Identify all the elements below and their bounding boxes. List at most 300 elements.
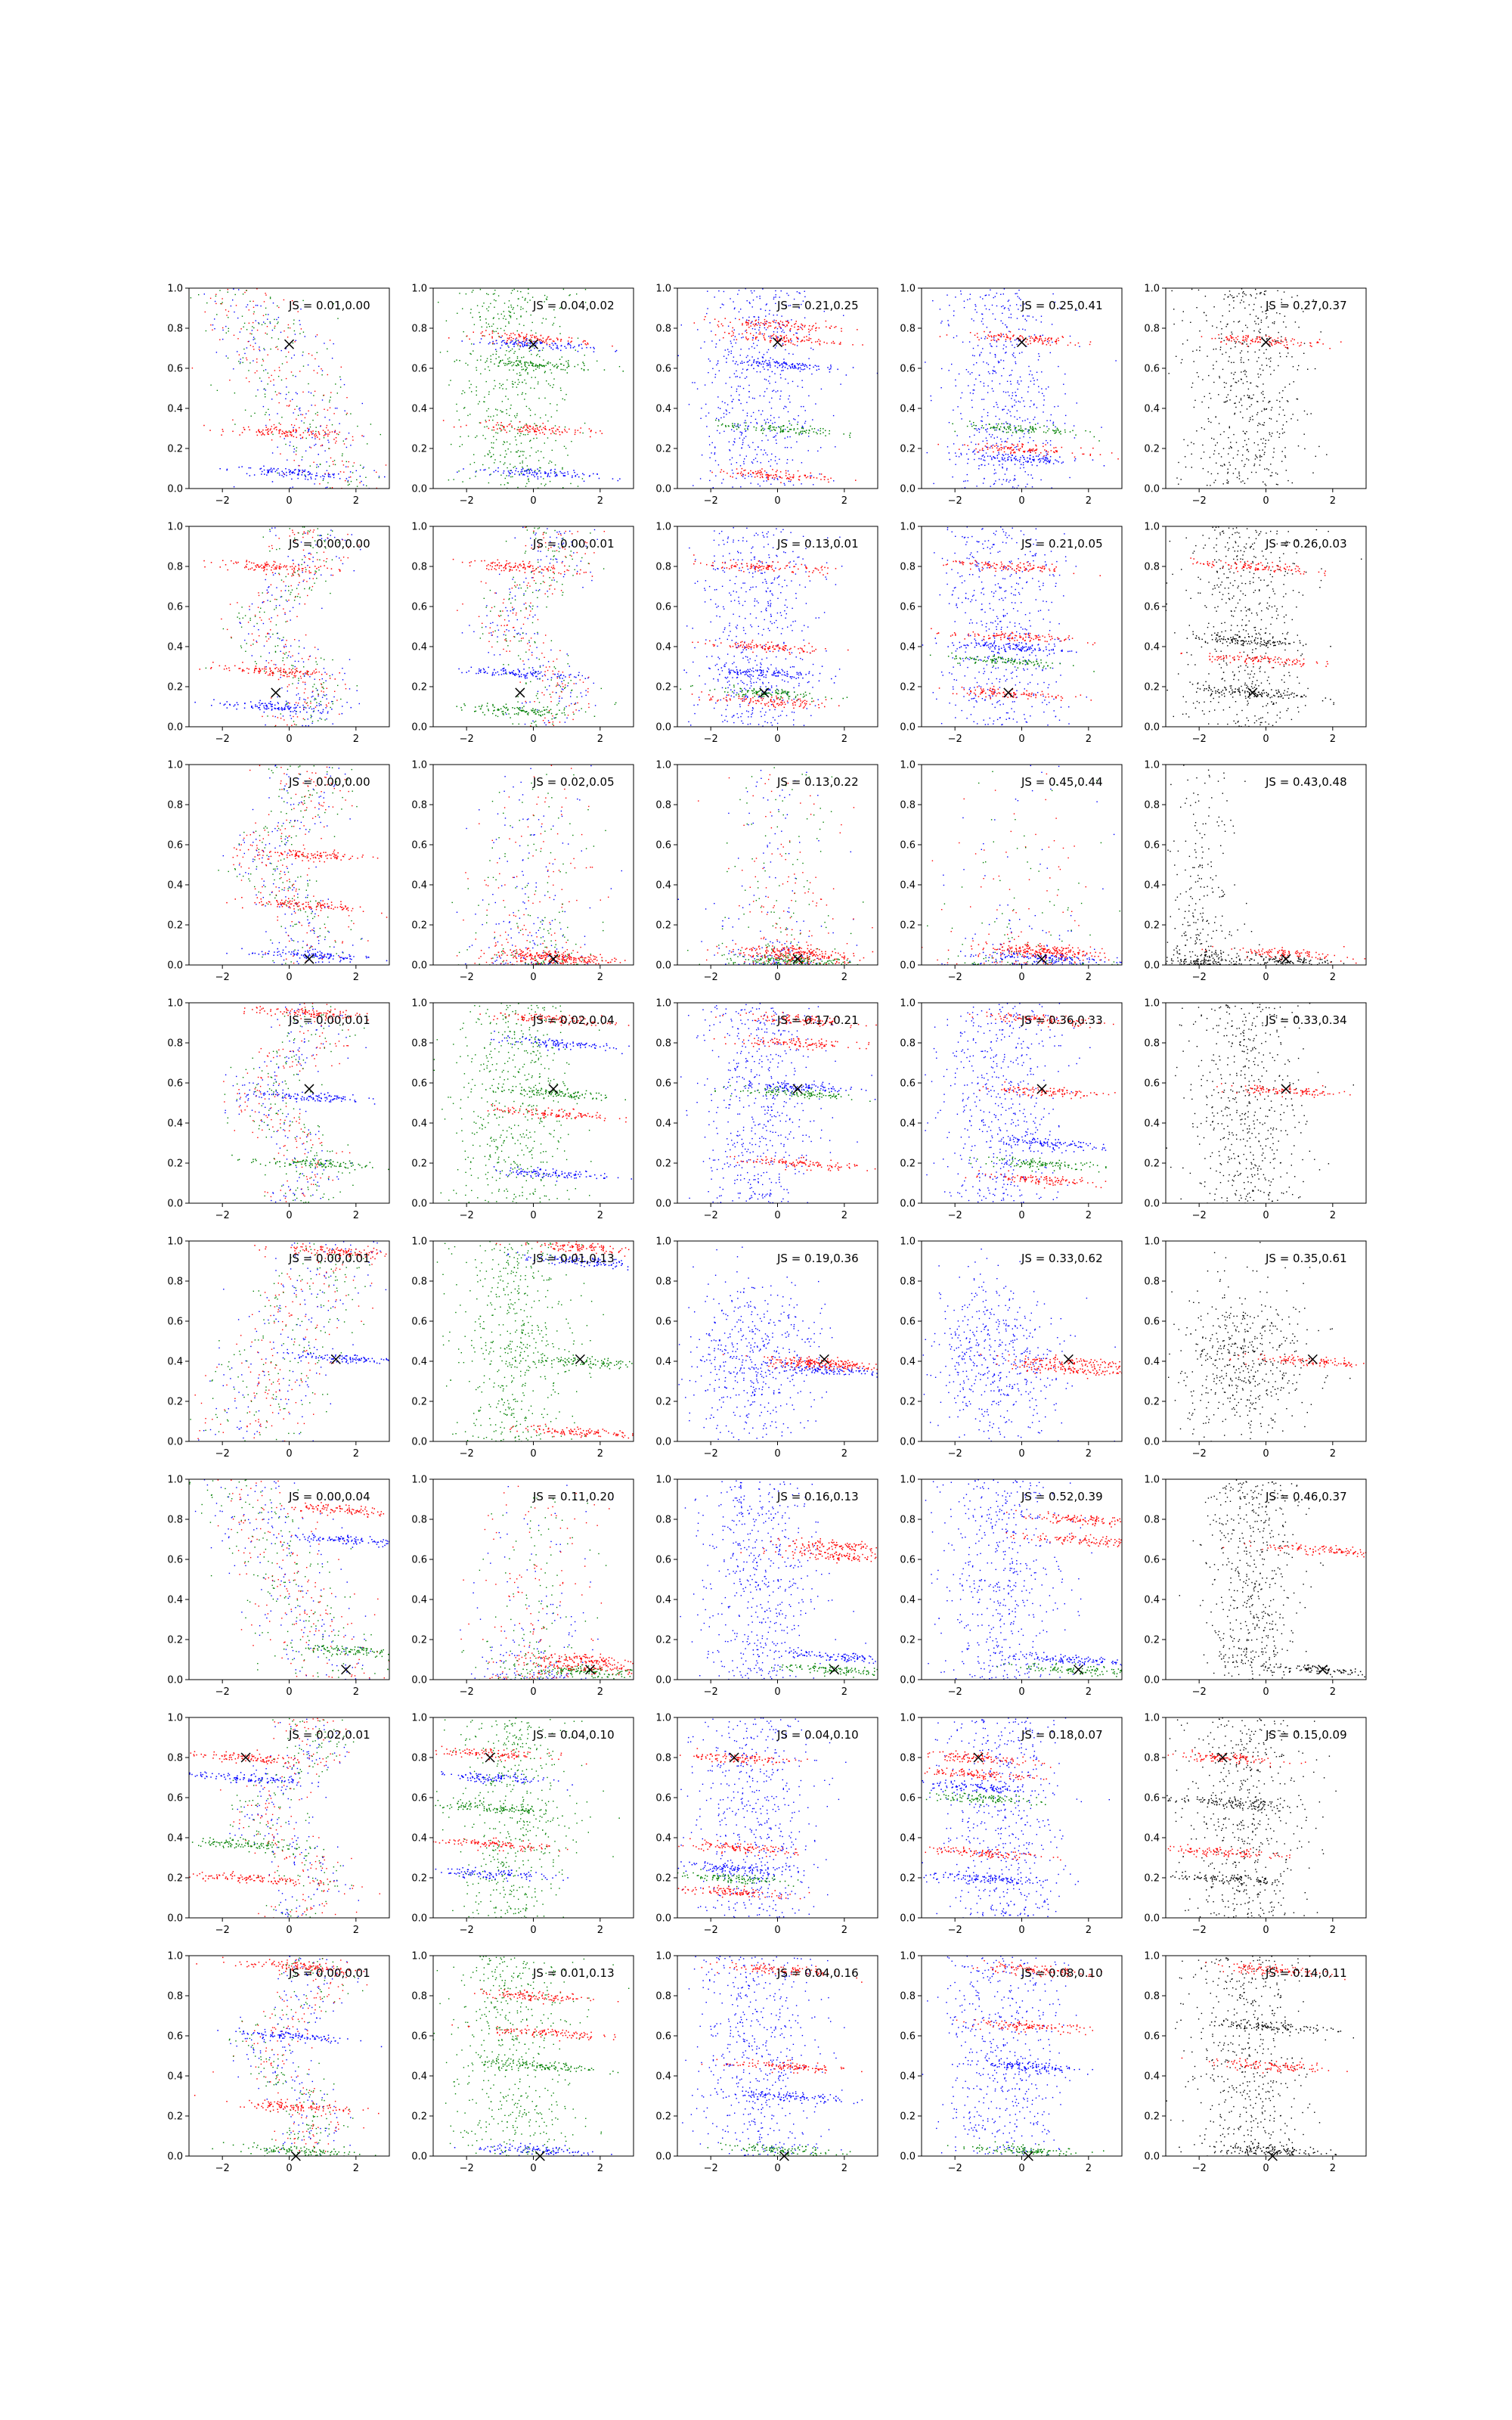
band-point xyxy=(1080,448,1082,449)
band-point xyxy=(795,433,797,434)
scatter-point xyxy=(752,337,753,338)
band-point xyxy=(590,431,592,433)
scatter-point xyxy=(284,614,285,615)
js-annotation: JS = 0.21,0.25 xyxy=(776,299,859,312)
scatter-point xyxy=(1257,444,1258,445)
band-point xyxy=(495,349,497,351)
scatter-point xyxy=(1238,473,1239,474)
band-point xyxy=(510,363,511,365)
band-point xyxy=(1033,461,1035,462)
band-point xyxy=(1281,340,1282,341)
scatter-point xyxy=(552,450,553,451)
band-point xyxy=(817,341,819,343)
y-tick-label: 1.0 xyxy=(1144,284,1160,295)
band-point xyxy=(1247,338,1248,340)
scatter-point xyxy=(510,350,511,351)
scatter-point xyxy=(516,413,517,414)
band-point xyxy=(1274,340,1275,341)
scatter-point xyxy=(499,383,500,384)
scatter-point xyxy=(808,450,809,451)
band-point xyxy=(311,474,313,476)
band-point xyxy=(289,472,290,473)
scatter-point xyxy=(513,467,514,468)
scatter-point xyxy=(238,289,239,290)
scatter-point xyxy=(736,462,737,463)
band-point xyxy=(798,365,800,366)
scatter-point xyxy=(311,437,312,438)
band-point xyxy=(823,428,824,430)
band-point xyxy=(305,470,306,471)
scatter-point xyxy=(1271,418,1272,419)
band-point xyxy=(257,435,259,436)
scatter-point xyxy=(275,347,276,348)
x-tick-label: 0 xyxy=(1018,495,1024,507)
band-point xyxy=(293,430,294,431)
band-point xyxy=(1031,432,1033,433)
axes-frame xyxy=(433,288,634,489)
scatter-point xyxy=(342,679,343,680)
scatter-point xyxy=(1276,312,1277,313)
scatter-point xyxy=(1283,424,1284,425)
scatter-point xyxy=(769,314,770,315)
band-point xyxy=(463,468,464,470)
band-point xyxy=(602,433,603,435)
scatter-point xyxy=(805,421,806,422)
scatter-point xyxy=(810,348,811,349)
scatter-point xyxy=(678,355,679,356)
scatter-point xyxy=(309,559,310,560)
scatter-point xyxy=(495,409,496,410)
scatter-point xyxy=(768,461,769,462)
band-point xyxy=(1012,336,1014,337)
band-point xyxy=(802,363,804,365)
scatter-point xyxy=(771,454,772,455)
band-point xyxy=(559,359,561,361)
scatter-point xyxy=(983,361,984,362)
band-point xyxy=(758,361,759,363)
band-point xyxy=(991,445,993,447)
band-point xyxy=(520,346,522,348)
axes-frame xyxy=(189,288,389,489)
band-point xyxy=(960,453,962,455)
scatter-point xyxy=(770,484,771,485)
scatter-point xyxy=(480,320,481,321)
band-point xyxy=(296,437,298,439)
scatter-point xyxy=(748,317,749,318)
scatter-point xyxy=(306,581,307,582)
band-point xyxy=(1018,445,1019,447)
scatter-point xyxy=(1297,369,1298,370)
band-point xyxy=(978,458,980,460)
band-point xyxy=(556,433,557,435)
scatter-point xyxy=(1264,454,1265,455)
scatter-point xyxy=(517,345,518,346)
scatter-point xyxy=(1196,307,1197,308)
band-point xyxy=(559,431,560,433)
scatter-point xyxy=(1243,446,1244,447)
band-point xyxy=(1005,446,1007,448)
band-point xyxy=(1030,451,1031,453)
scatter-point xyxy=(787,436,788,437)
band-point xyxy=(780,432,782,433)
band-point xyxy=(785,326,786,327)
scatter-point xyxy=(542,349,543,350)
band-point xyxy=(1046,463,1047,464)
scatter-point xyxy=(522,296,523,297)
band-point xyxy=(1082,454,1083,455)
band-point xyxy=(761,472,762,473)
scatter-point xyxy=(227,629,228,630)
band-point xyxy=(268,431,270,433)
band-point xyxy=(518,343,519,345)
band-point xyxy=(1020,457,1021,458)
band-point xyxy=(1053,451,1055,453)
scatter-point xyxy=(1284,447,1285,448)
band-point xyxy=(762,433,764,434)
band-point xyxy=(560,350,562,352)
band-point xyxy=(1259,337,1260,338)
band-point xyxy=(503,340,505,342)
scatter-point xyxy=(982,348,983,349)
scatter-point xyxy=(1230,390,1231,391)
scatter-point xyxy=(1231,362,1232,363)
band-point xyxy=(553,341,555,343)
scatter-point xyxy=(310,706,311,707)
scatter-point xyxy=(995,296,996,297)
scatter-point xyxy=(474,324,475,325)
band-point xyxy=(1290,340,1292,342)
band-point xyxy=(308,474,309,476)
scatter-point xyxy=(240,358,241,359)
band-point xyxy=(244,429,246,430)
scatter-point xyxy=(341,367,342,368)
band-point xyxy=(785,341,786,343)
band-point xyxy=(773,429,775,430)
scatter-point xyxy=(346,414,347,415)
band-point xyxy=(992,448,993,449)
scatter-point xyxy=(1257,425,1258,426)
band-point xyxy=(573,470,575,471)
scatter-point xyxy=(1203,468,1204,469)
band-point xyxy=(1030,343,1032,345)
scatter-point xyxy=(1008,308,1009,309)
scatter-point xyxy=(512,476,513,477)
scatter-point xyxy=(1204,396,1205,397)
band-point xyxy=(276,470,277,471)
band-point xyxy=(747,322,748,324)
scatter-point xyxy=(498,318,499,319)
scatter-point xyxy=(286,394,287,395)
band-point xyxy=(274,468,275,470)
scatter-point xyxy=(833,480,834,481)
scatter-point xyxy=(978,428,979,429)
band-point xyxy=(519,337,520,338)
scatter-point xyxy=(546,318,547,319)
scatter-point xyxy=(1263,425,1264,426)
scatter-point xyxy=(509,315,510,316)
scatter-point xyxy=(777,331,778,332)
band-point xyxy=(1072,430,1074,432)
band-point xyxy=(549,339,550,340)
scatter-point xyxy=(362,468,363,469)
band-point xyxy=(819,369,820,371)
band-point xyxy=(757,473,758,474)
band-point xyxy=(1294,340,1295,341)
band-point xyxy=(846,374,847,376)
scatter-point xyxy=(489,452,490,453)
scatter-point xyxy=(214,328,215,329)
scatter-point xyxy=(315,658,316,659)
band-point xyxy=(793,368,795,369)
band-point xyxy=(540,343,541,344)
scatter-point xyxy=(731,386,732,387)
band-point xyxy=(496,424,497,426)
scatter-point xyxy=(338,434,339,435)
band-point xyxy=(1215,338,1216,340)
scatter-point xyxy=(261,380,262,381)
scatter-point xyxy=(480,359,481,360)
scatter-point xyxy=(743,461,744,462)
band-point xyxy=(1032,464,1033,466)
band-point xyxy=(1005,429,1007,430)
scatter-point xyxy=(1258,357,1259,358)
scatter-point xyxy=(237,616,238,617)
scatter-point xyxy=(291,371,292,372)
scatter-point xyxy=(488,394,489,395)
scatter-point xyxy=(250,345,251,346)
scatter-point xyxy=(249,301,250,302)
scatter-point xyxy=(230,603,231,604)
band-point xyxy=(724,332,726,334)
band-point xyxy=(520,471,522,473)
band-point xyxy=(544,473,546,474)
scatter-point xyxy=(1199,346,1200,347)
band-point xyxy=(261,434,262,436)
band-point xyxy=(319,439,321,440)
scatter-point xyxy=(1274,370,1275,371)
scatter-point xyxy=(1019,298,1020,299)
band-point xyxy=(710,361,711,362)
scatter-point xyxy=(1229,399,1230,400)
band-point xyxy=(769,475,770,476)
band-point xyxy=(1225,337,1227,338)
scatter-point xyxy=(326,704,327,705)
band-point xyxy=(515,339,516,340)
band-point xyxy=(1039,339,1040,340)
scatter-point xyxy=(286,576,287,577)
band-point xyxy=(596,473,598,475)
scatter-point xyxy=(768,422,769,423)
band-point xyxy=(1013,445,1015,446)
scatter-point xyxy=(1017,344,1018,345)
scatter-point xyxy=(979,354,980,355)
band-point xyxy=(554,473,556,474)
band-point xyxy=(285,435,287,436)
band-point xyxy=(553,432,554,433)
scatter-point xyxy=(245,651,246,652)
band-point xyxy=(754,476,756,478)
band-point xyxy=(262,433,264,435)
band-point xyxy=(528,343,529,344)
scatter-point xyxy=(797,333,798,334)
scatter-point xyxy=(971,407,972,408)
scatter-point xyxy=(259,377,260,378)
scatter-point xyxy=(733,357,734,358)
scatter-point xyxy=(739,425,740,426)
band-point xyxy=(604,369,606,371)
scatter-point xyxy=(265,389,266,390)
band-point xyxy=(1002,431,1004,433)
band-point xyxy=(1063,461,1064,463)
scatter-point xyxy=(552,324,553,325)
scatter-point xyxy=(712,368,713,369)
band-point xyxy=(739,427,740,429)
band-point xyxy=(826,343,828,344)
band-point xyxy=(1010,427,1012,428)
band-point xyxy=(526,338,528,340)
scatter-point xyxy=(495,432,496,433)
scatter-point xyxy=(1011,398,1012,399)
scatter-point xyxy=(330,397,331,398)
band-point xyxy=(537,429,538,430)
scatter-point xyxy=(1259,368,1260,369)
scatter-point xyxy=(521,306,522,307)
scatter-point xyxy=(980,296,981,297)
band-point xyxy=(311,431,312,433)
band-point xyxy=(736,361,737,363)
band-point xyxy=(279,433,280,434)
band-point xyxy=(249,467,250,469)
scatter-point xyxy=(1287,401,1288,402)
scatter-point xyxy=(1003,360,1004,361)
scatter-point xyxy=(275,391,276,392)
scatter-point xyxy=(1233,362,1234,363)
band-point xyxy=(745,470,746,471)
scatter-point xyxy=(271,594,272,595)
band-point xyxy=(840,342,841,343)
scatter-point xyxy=(1291,356,1292,357)
scatter-point xyxy=(768,380,769,381)
scatter-point xyxy=(504,457,505,458)
scatter-point xyxy=(1229,311,1230,312)
scatter-point xyxy=(1211,438,1212,439)
band-point xyxy=(333,439,335,440)
band-point xyxy=(762,477,764,479)
scatter-point xyxy=(1252,416,1253,417)
band-point xyxy=(525,365,526,366)
scatter-point xyxy=(523,451,524,452)
scatter-point xyxy=(967,474,968,475)
scatter-point xyxy=(1241,405,1242,406)
band-point xyxy=(773,334,774,335)
scatter-point xyxy=(1271,409,1272,410)
band-point xyxy=(767,363,768,365)
scatter-point xyxy=(537,425,538,426)
scatter-point xyxy=(747,369,748,370)
scatter-point xyxy=(1280,356,1281,357)
scatter-point xyxy=(321,608,322,609)
band-point xyxy=(782,426,784,427)
scatter-point xyxy=(744,458,745,459)
band-point xyxy=(726,361,727,363)
scatter-point xyxy=(315,699,316,700)
band-point xyxy=(819,343,820,345)
band-point xyxy=(531,337,533,338)
band-point xyxy=(773,427,774,428)
scatter-point xyxy=(1247,395,1248,396)
scatter-point xyxy=(1218,394,1219,395)
band-point xyxy=(271,431,273,433)
scatter-point xyxy=(516,415,517,416)
scatter-point xyxy=(284,438,285,439)
band-point xyxy=(327,436,329,437)
band-point xyxy=(540,365,541,366)
band-point xyxy=(324,432,326,433)
scatter-point xyxy=(430,297,431,298)
scatter-point xyxy=(766,477,767,478)
band-point xyxy=(541,335,542,337)
band-point xyxy=(492,330,494,332)
band-point xyxy=(1010,340,1012,341)
band-point xyxy=(1004,451,1005,453)
band-point xyxy=(789,479,790,480)
band-point xyxy=(1266,336,1267,337)
scatter-point xyxy=(949,422,950,423)
scatter-point xyxy=(560,388,561,389)
band-point xyxy=(795,344,796,346)
band-point xyxy=(581,368,583,370)
scatter-point xyxy=(1182,343,1183,344)
scatter-point xyxy=(1233,300,1234,301)
scatter-point xyxy=(270,601,271,602)
band-point xyxy=(990,336,992,337)
band-point xyxy=(505,363,507,365)
band-point xyxy=(808,329,810,330)
scatter-point xyxy=(751,461,752,462)
scatter-point xyxy=(304,588,305,589)
scatter-point xyxy=(322,399,323,400)
band-point xyxy=(534,366,536,368)
scatter-point xyxy=(493,454,494,455)
band-point xyxy=(585,343,587,345)
scatter-point xyxy=(746,402,747,403)
scatter-point xyxy=(316,702,317,703)
scatter-point xyxy=(1038,386,1039,387)
scatter-point xyxy=(548,383,549,384)
scatter-point xyxy=(325,707,326,708)
scatter-point xyxy=(1022,329,1023,330)
scatter-point xyxy=(1274,321,1275,322)
scatter-point xyxy=(769,310,770,311)
band-point xyxy=(1021,431,1023,433)
scatter-point xyxy=(299,697,300,698)
scatter-point xyxy=(309,656,310,657)
band-point xyxy=(776,471,777,473)
scatter-point xyxy=(397,464,398,465)
band-point xyxy=(793,476,795,478)
scatter-point xyxy=(357,486,358,487)
band-point xyxy=(476,471,477,473)
scatter-point xyxy=(1283,409,1284,410)
band-point xyxy=(1247,335,1249,337)
scatter-point xyxy=(263,537,264,538)
band-point xyxy=(1015,431,1017,433)
scatter-point xyxy=(280,713,281,714)
scatter-point xyxy=(235,294,236,295)
band-point xyxy=(492,343,494,344)
band-point xyxy=(1009,448,1011,449)
scatter-point xyxy=(320,426,321,427)
